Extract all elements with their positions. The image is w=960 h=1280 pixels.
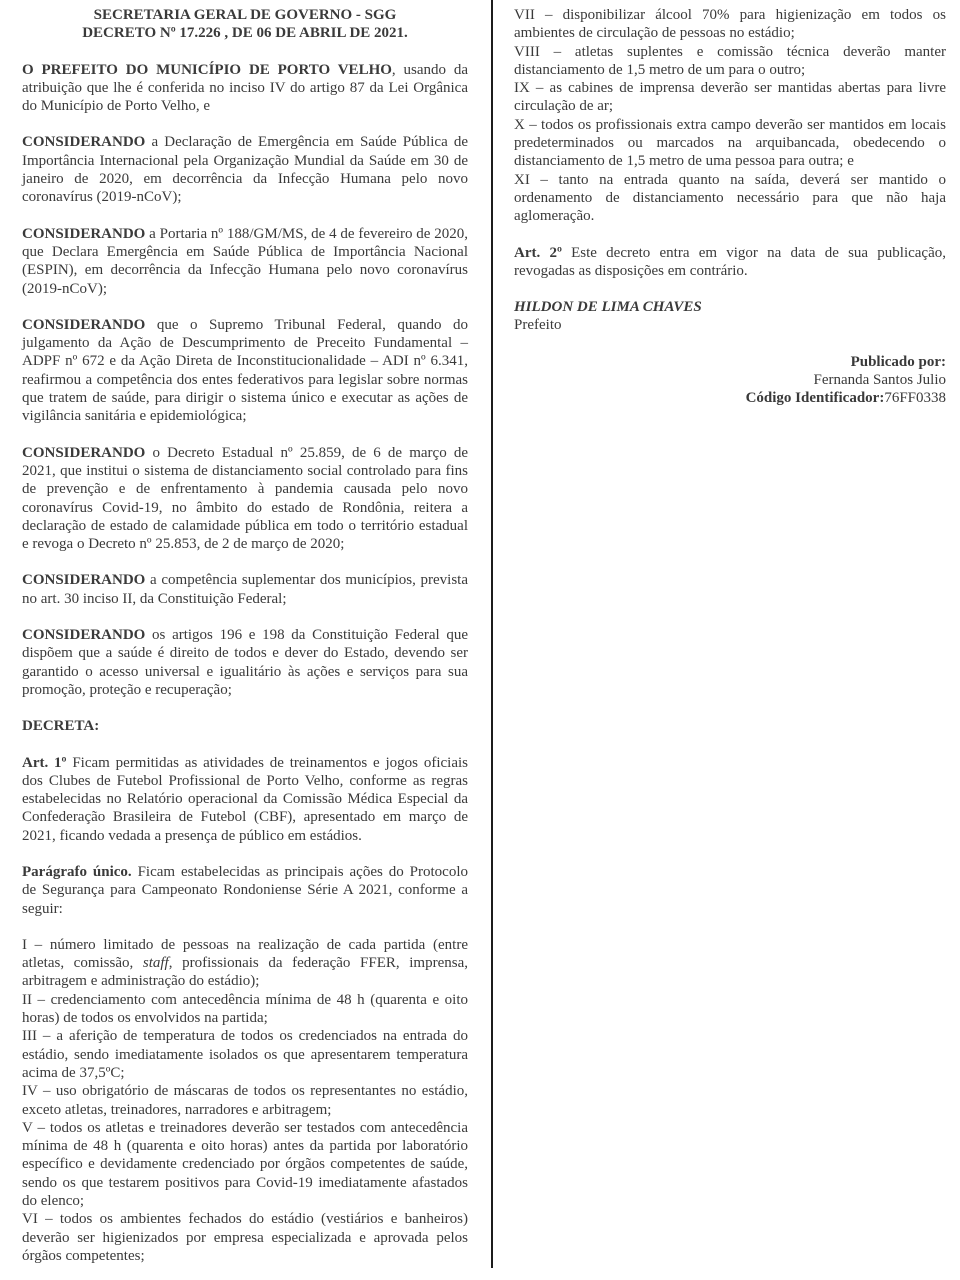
- protocol-item-XI: XI – tanto na entrada quanto na saída, deverá ser mantido o ordenamento de distanciamento necessário para que não haja aglomeração.: [514, 171, 946, 225]
- column-divider: [491, 0, 493, 1268]
- title-department: SECRETARIA GERAL DE GOVERNO - SGG: [93, 7, 397, 23]
- article-1-lead: Art. 1º: [22, 754, 67, 771]
- considerando-text: a Declaração de Emergência em Saúde Pública de Importância Internacional pela Organização Mundial da Saúde em 30 de janeiro de 2020, em decorrência da Infecção Humana pelo novo coronavírus (2019-nCoV);: [22, 134, 468, 206]
- identifier-code-label: Código Identificador:: [745, 390, 885, 407]
- protocol-item-VIII: VIII – atletas suplentes e comissão técnica deverão manter distanciamento de 1,5 metro de um para o outro;: [514, 43, 946, 78]
- considerando-paragraph-3: [22, 316, 468, 426]
- article-1-text: Ficam permitidas as atividades de treinamentos e jogos oficiais dos Clubes de Futebol Profissional de Porto Velho, conforme as regras estabelecidas no Relatório operacional da Comissão Médica Especial da Confederação Brasileira de Futebol (CBF), apresentado em março de 2021, ficando vedada a presença de público em estádios.: [22, 754, 468, 844]
- considerando-lead: CONSIDERANDO: [22, 627, 146, 644]
- considerando-lead: CONSIDERANDO: [22, 134, 146, 151]
- publication-block: [514, 353, 946, 408]
- protocol-item-IV: IV – uso obrigatório de máscaras de todos os representantes no estádio, exceto atletas, treinadores, narradores e arbitragem;: [22, 1083, 468, 1118]
- left-column: [22, 6, 468, 1265]
- protocol-item-X: X – todos os profissionais extra campo deverão ser mantidos em locais predeterminados ou marcados na arquibancada, obedecendo o distanciamento de 1,5 metro de uma pessoa para outra; e: [514, 116, 946, 170]
- preamble-paragraph: [22, 61, 468, 116]
- article-2-paragraph: [514, 244, 946, 281]
- article-2-text: Este decreto entra em vigor na data de sua publicação, revogadas as disposições em contrário.: [514, 244, 947, 279]
- preamble-text: , usando da atribuição que lhe é conferida no inciso IV do artigo 87 da Lei Orgânica do Município de Porto Velho, e: [22, 61, 468, 115]
- protocol-item-VII: VII – disponibilizar álcool 70% para higienização em todos os ambientes de circulação de pessoas no estádio;: [514, 7, 946, 42]
- title-decree-number: DECRETO Nº 17.226 , DE 06 DE ABRIL DE 2021.: [82, 25, 408, 42]
- considerando-text: que o Supremo Tribunal Federal, quando do julgamento da Ação de Descumprimento de Preceito Fundamental – ADPF nº 672 e da Ação Direta de Inconstitucionalidade – ADI nº 6.341, reafirmou a competência dos entes federativos para legislar sobre normas que tratem de saúde, para dirigir o sistema único e executar as ações de vigilância sanitária e epidemiológica;: [22, 316, 468, 425]
- protocol-item-I: [22, 936, 468, 991]
- document-title: [22, 6, 468, 43]
- preamble-lead: O PREFEITO DO MUNICÍPIO DE PORTO VELHO: [22, 61, 392, 78]
- published-by-name: Fernanda Santos Julio: [813, 372, 946, 389]
- paragrafo-unico-lead: Parágrafo único.: [22, 863, 132, 880]
- identifier-code-line: [514, 389, 946, 407]
- paragrafo-unico-text: Ficam estabelecidas as principais ações do Protocolo de Segurança para Campeonato Rondoniense Série A 2021, conforme a seguir:: [22, 863, 468, 917]
- considerando-lead: CONSIDERANDO: [22, 316, 146, 333]
- decreta-heading: DECRETA:: [22, 718, 100, 735]
- considerando-text: a Portaria nº 188/GM/MS, de 4 de fevereiro de 2020, que Declara Emergência em Saúde Pública de Importância Nacional (ESPIN), em decorrência da Infecção Humana pelo novo coronavírus (2019-nCoV);: [22, 225, 468, 297]
- considerando-lead: CONSIDERANDO: [22, 225, 146, 242]
- protocol-item-II: II – credenciamento com antecedência mínima de 48 h (quarenta e oito horas) de todos os envolvidos na partida;: [22, 991, 468, 1027]
- considerando-text: os artigos 196 e 198 da Constituição Federal que dispõem que a saúde é direito de todos e dever do Estado, devendo ser garantido o acesso universal e igualitário às ações e serviços para sua promoção, proteção e recuperação;: [22, 627, 468, 698]
- protocol-item-I-italic-word: staff: [142, 955, 169, 972]
- protocol-item-V: V – todos os atletas e treinadores deverão ser testados com antecedência mínima de 48 h (quarenta e oito horas) antes da partida por laboratório específico e devidamente credenciado por órgãos competentes de saúde, sendo os que testarem positivos para Covid-19 imediatamente afastados do elenco;: [22, 1119, 468, 1210]
- protocol-item-IX: IX – as cabines de imprensa deverão ser mantidas abertas para livre circulação de ar;: [514, 80, 946, 115]
- protocol-item-I-text-end: , profissionais da federação FFER, imprensa, arbitragem e administração do estádio);: [22, 955, 468, 990]
- protocol-item-III: III – a aferição de temperatura de todos os credenciados na entrada do estádio, sendo imediatamente isolados os que apresentarem temperatura acima de 37,5ºC;: [22, 1028, 468, 1081]
- considerando-paragraph-6: [22, 626, 468, 699]
- signature-title: Prefeito: [514, 317, 562, 334]
- published-by-label: Publicado por:: [850, 353, 946, 370]
- considerando-paragraph-1: [22, 133, 468, 206]
- protocol-item-I-text: I – número limitado de pessoas na realização de cada partida (entre atletas, comissão,: [22, 936, 468, 972]
- considerando-lead: CONSIDERANDO: [22, 572, 146, 589]
- considerando-text: a competência suplementar dos municípios, prevista no art. 30 inciso II, da Constituição Federal;: [22, 572, 468, 607]
- paragrafo-unico-paragraph: [22, 863, 468, 918]
- considerando-text: o Decreto Estadual nº 25.859, de 6 de março de 2021, que institui o sistema de distanciamento social controlado para fins de prevenção e de enfrentamento à pandemia causada pelo novo coronavírus Covid-19, no âmbito do estado de Rondônia, reitera a declaração de estado de calamidade pública em todo o território estadual e revoga o Decreto nº 25.853, de 2 de março de 2020;: [22, 444, 468, 553]
- protocol-item-VI: VI – todos os ambientes fechados do estádio (vestiários e banheiros) deverão ser higienizados por empresa especializada e aprovada pelos órgãos competentes;: [22, 1211, 468, 1264]
- protocol-items-7-to-11: [514, 6, 946, 226]
- article-1-paragraph: [22, 754, 468, 845]
- considerando-paragraph-2: [22, 225, 468, 298]
- identifier-code-value: 76FF0338: [884, 390, 946, 407]
- considerando-lead: CONSIDERANDO: [22, 444, 146, 461]
- protocol-items-1-to-6: [22, 936, 468, 1265]
- right-column: [514, 6, 946, 408]
- considerando-paragraph-4: [22, 444, 468, 554]
- article-2-lead: Art. 2º: [514, 244, 562, 261]
- signature-name: HILDON DE LIMA CHAVES: [514, 299, 702, 316]
- signature-block: [514, 298, 946, 335]
- considerando-paragraph-5: [22, 571, 468, 608]
